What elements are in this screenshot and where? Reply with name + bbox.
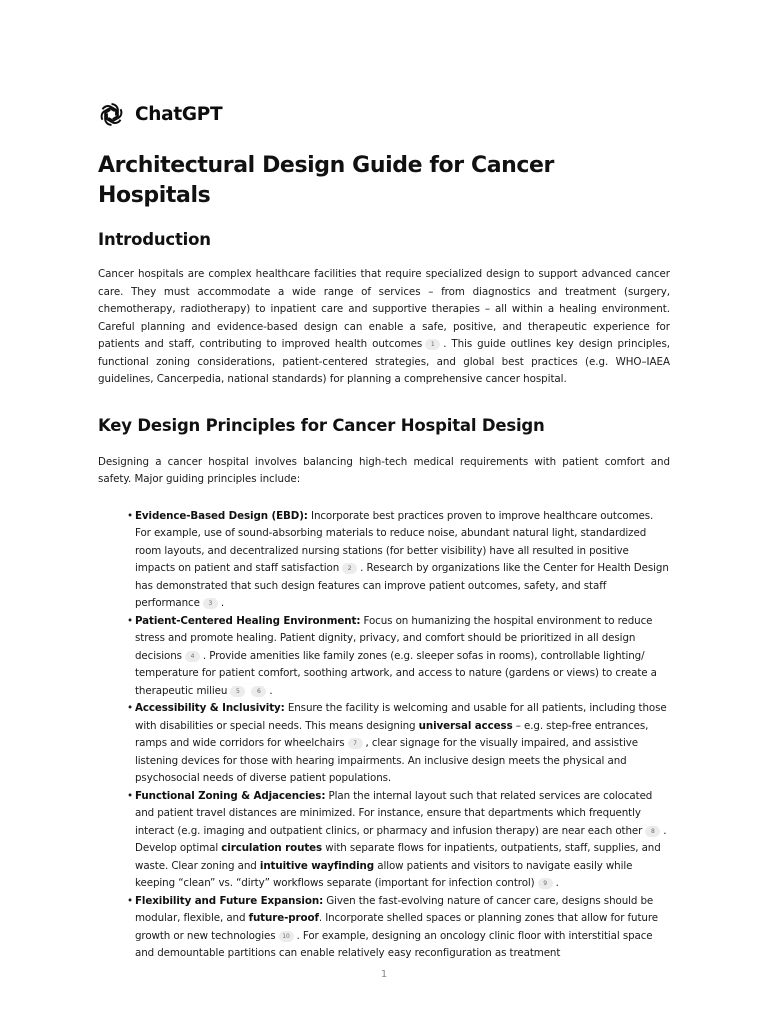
page-number: 1 — [380, 969, 388, 980]
body-text: Focus on humanizing the hospital environment to reduce stress and promote healing. Patient dignity, privacy, and comfort should be prioritized in all design decisions — [135, 614, 653, 662]
body-text: . Research by organizations like the Center for Health Design has demonstrated that such design features can improve patient outcomes, safety, and staff performance — [135, 562, 669, 609]
citation-marker[interactable]: 4 — [185, 651, 200, 662]
bold-text: universal access — [418, 719, 513, 732]
section-heading-introduction: Introduction — [98, 230, 211, 249]
brand-header — [98, 100, 670, 128]
bold-text: future-proof — [248, 912, 319, 924]
citation-marker[interactable]: 9 — [538, 878, 553, 889]
body-text: . — [269, 684, 273, 697]
body-text: with separate flows for inpatients, outpatients, staff, supplies, and waste. Clear zoning and — [135, 842, 661, 872]
body-text: . This guide outlines key design principles, functional zoning considerations, patient-centered strategies, and global best practices (e.g. WHO–IAEA guidelines, Cancerpedia, national standards) for planning a comprehensive cancer hospital. — [98, 338, 670, 385]
body-text: Given the fast-evolving nature of cancer care, designs should be modular, flexible, and — [135, 894, 654, 924]
citation-marker[interactable]: 7 — [348, 738, 363, 749]
body-text: Plan the internal layout such that related services are colocated and patient travel distances are minimized. For instance, ensure that departments which frequently interact (e.g. imaging and outpatient clinics, or pharmacy and infusion therapy) are near each other — [135, 789, 653, 837]
section-heading-key-design-principles: Key Design Principles for Cancer Hospital Design — [98, 415, 545, 435]
bold-text: Evidence-Based Design (EBD): — [135, 509, 308, 522]
body-text: . — [220, 597, 225, 609]
principle-item — [127, 508, 670, 613]
body-text: – e.g. step-free entrances, ramps and wide corridors for wheelchairs — [135, 719, 649, 749]
body-text: Ensure the facility is welcoming and usable for all patients, including those with disabilities or special needs. This means designing — [135, 702, 667, 732]
body-text: . Provide amenities like family zones (e.g. sleeper sofas in rooms), controllable lighting/ temperature for patient comfort, soothing artwork, and access to nature (gardens or views) to create a therapeutic milieu — [135, 649, 657, 697]
bold-text: circulation routes — [221, 842, 323, 854]
body-text: . — [555, 877, 559, 889]
bullet-icon: • — [127, 614, 133, 627]
principle-item — [127, 613, 670, 701]
principle-item — [127, 893, 670, 963]
citation-marker[interactable]: 2 — [342, 563, 357, 574]
body-text: . For example, designing an oncology clinic floor with interstitial space and demountable partitions can enable relatively easy reconfiguration as treatment — [135, 929, 653, 959]
introduction-paragraph — [98, 266, 670, 389]
body-text: . Develop optimal — [135, 824, 667, 854]
brand-name: ChatGPT — [135, 103, 223, 125]
bullet-icon: • — [127, 509, 133, 522]
citation-marker[interactable]: 8 — [645, 826, 660, 837]
principle-item — [127, 788, 670, 893]
bold-text: intuitive wayfinding — [259, 859, 375, 872]
document-page — [98, 100, 670, 963]
principles-list — [98, 508, 670, 963]
bold-text: Functional Zoning & Adjacencies: — [135, 789, 326, 802]
bullet-icon: • — [127, 789, 133, 802]
body-text: Cancer hospitals are complex healthcare facilities that require specialized design to support advanced cancer care. They must accommodate a wide range of services – from diagnostics and treatment (surgery, chemotherapy, radiotherapy) to inpatient care and supportive therapies – all within a healing environment. Careful planning and evidence-based design can enable a safe, positive, and therapeutic experience for patients and staff, contributing to improved health outcomes — [98, 268, 670, 350]
openai-logo-icon — [98, 101, 125, 128]
bullet-icon: • — [127, 702, 133, 714]
bold-text: Accessibility & Inclusivity: — [135, 702, 285, 714]
body-text: . Incorporate shelled spaces or planning zones that allow for future growth or new technologies — [135, 912, 658, 942]
citation-marker[interactable]: 10 — [279, 931, 294, 942]
bullet-icon: • — [127, 894, 133, 907]
citation-marker[interactable]: 5 — [230, 686, 245, 697]
body-text: , clear signage for the visually impaired, and assistive listening devices for those with hearing impairments. An inclusive design meets the physical and psychosocial needs of diverse patient populations. — [135, 737, 638, 784]
citation-marker[interactable]: 3 — [203, 598, 218, 609]
bold-text: Flexibility and Future Expansion: — [135, 894, 324, 907]
citation-marker[interactable]: 6 — [251, 686, 266, 697]
body-text: allow patients and visitors to navigate easily while keeping “clean” vs. “dirty” workflows separate (important for infection control) — [135, 859, 633, 889]
body-text: Incorporate best practices proven to improve healthcare outcomes. For example, use of sound-absorbing materials to reduce noise, abundant natural light, standardized room layouts, and decentralized nursing stations (for better visibility) have all resulted in positive impacts on patient and staff satisfaction — [135, 509, 654, 574]
document-title: Architectural Design Guide for Cancer Hospitals — [98, 153, 555, 208]
bold-text: Patient-Centered Healing Environment: — [135, 614, 361, 627]
principle-item — [127, 700, 670, 788]
citation-marker[interactable]: 1 — [425, 339, 440, 350]
principles-intro-paragraph: Designing a cancer hospital involves balancing high-tech medical requirements with patient comfort and safety. Major guiding principles include: — [98, 455, 670, 485]
